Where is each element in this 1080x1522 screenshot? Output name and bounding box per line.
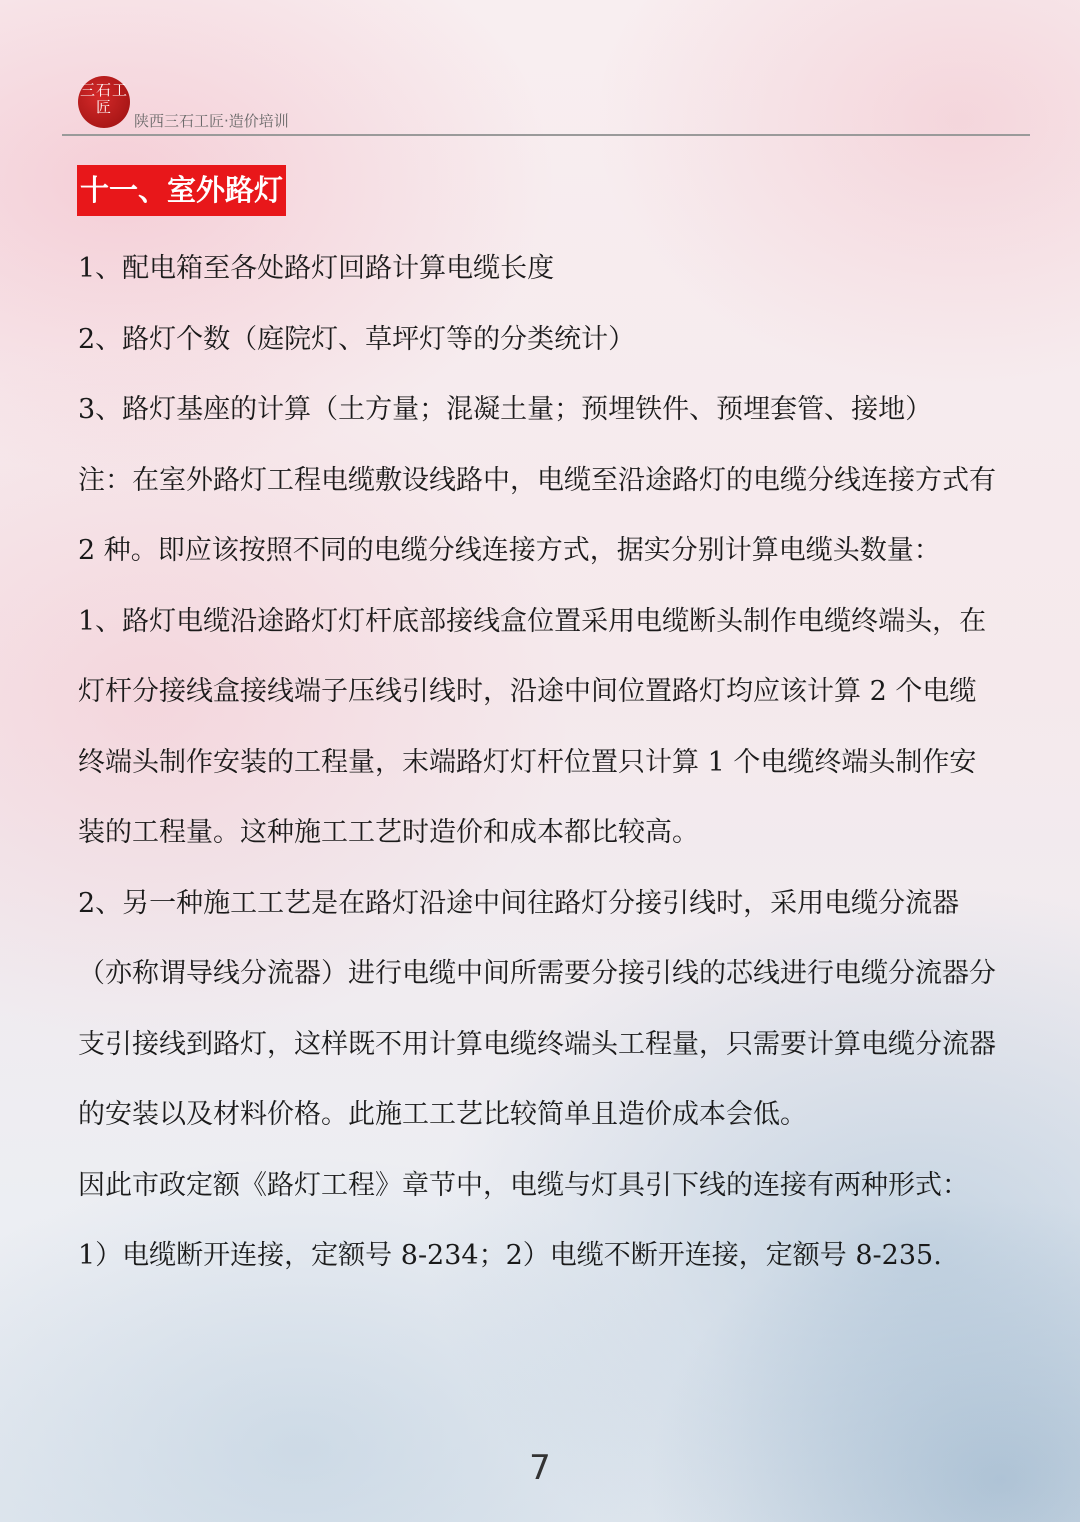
paragraph: 注：在室外路灯工程电缆敷设线路中，电缆至沿途路灯的电缆分线连接方式有 2 种。即应该按照不同的电缆分线连接方式，据实分别计算电缆头数量： bbox=[78, 464, 996, 566]
paragraph: 1、路灯电缆沿途路灯灯杆底部接线盒位置采用电缆断头制作电缆终端头，在灯杆分接线盒接线端子压线引线时，沿途中间位置路灯均应该计算 2 个电缆终端头制作安装的工程量，末端路灯灯杆位置只计算 1 个电缆终端头制作安装的工程量。这种施工工艺时造价和成本都比较高。 bbox=[78, 605, 987, 848]
brand-name: 陕西三石工匠·造价培训 bbox=[134, 112, 289, 130]
paragraph: 因此市政定额《路灯工程》章节中，电缆与灯具引下线的连接有两种形式： bbox=[78, 1169, 969, 1201]
page-header bbox=[62, 72, 1030, 136]
paragraph: 2、另一种施工工艺是在路灯沿途中间往路灯分接引线时，采用电缆分流器（亦称谓导线分流器）进行电缆中间所需要分接引线的芯线进行电缆分流器分支引接线到路灯，这样既不用计算电缆终端头工程量，只需要计算电缆分流器的安装以及材料价格。此施工工艺比较简单且造价成本会低。 bbox=[78, 887, 996, 1130]
paragraph: 1、配电箱至各处路灯回路计算电缆长度 bbox=[78, 253, 555, 284]
page-number: 7 bbox=[529, 1448, 551, 1488]
paragraph: 2、路灯个数（庭院灯、草坪灯等的分类统计） bbox=[78, 323, 636, 355]
logo-text: 三石工匠 bbox=[79, 81, 128, 116]
document-body bbox=[78, 234, 1003, 1292]
paragraph: 3、路灯基座的计算（土方量；混凝土量；预埋铁件、预埋套管、接地） bbox=[78, 394, 933, 425]
section-title: 十一、室外路灯 bbox=[77, 165, 286, 216]
paragraph: 1）电缆断开连接，定额号 8-234；2）电缆不断开连接，定额号 8-235. bbox=[78, 1240, 942, 1271]
